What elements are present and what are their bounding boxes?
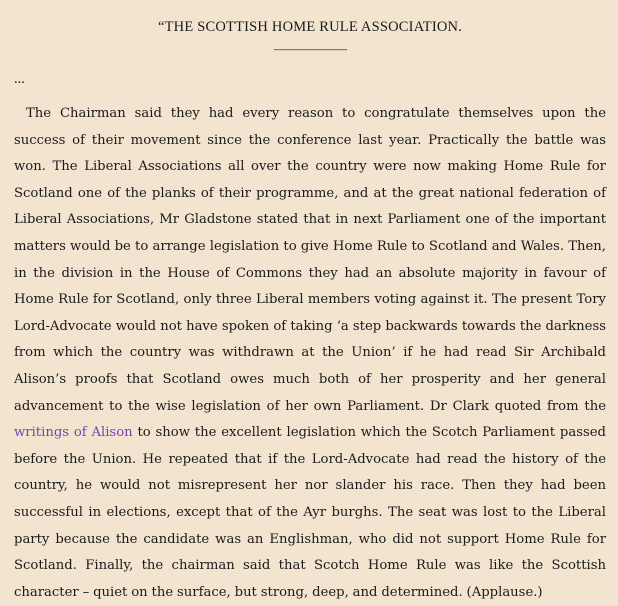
heading-divider: ——————: [274, 41, 346, 56]
ellipsis-marker: ...: [14, 71, 25, 87]
paragraph-text-after-link: to show the excellent legislation which the Scotch Parliament passed before the Union. He repeated that if the Lord-Advocate had read the history of the country, he would not misrepresent her nor slander his race. Then they had been successful in elections, except that of the Ayr burghs. The seat was lost to the Liberal party because the candidate was an Englishman, who did not support Home Rule for Scotland. Finally, the chairman said that Scotch Home Rule was like the Scottish character – quiet on the surface, but strong, deep, and determined. (Applause.): [14, 425, 606, 600]
article-heading: “THE SCOTTISH HOME RULE ASSOCIATION.: [157, 19, 463, 35]
article-paragraph: [14, 101, 606, 606]
paragraph-text-before-link: The Chairman said they had every reason to congratulate themselves upon the success of their movement since the conference last year. Practically the battle was won. The Liberal Associations all over the country were now making Home Rule for Scotland one of the planks of their programme, and at the great national federation of Liberal Associations, Mr Gladstone stated that in next Parliament one of the important matters would be to arrange legislation to give Home Rule to Scotland and Wales. Then, in the division in the House of Commons they had an absolute majority in favour of Home Rule for Scotland, only three Liberal members voting against it. The present Tory Lord-Advocate would not have spoken of taking ‘a step backwards towards the darkness from which the country was withdrawn at the Union’ if he had read Sir Archibald Alison’s proofs that Scotland owes much both of her prosperity and her general advancement to the wise legislation of her own Parliament. Dr Clark quoted from the: [14, 106, 606, 414]
writings-of-alison-link[interactable]: writings of Alison: [14, 425, 133, 441]
